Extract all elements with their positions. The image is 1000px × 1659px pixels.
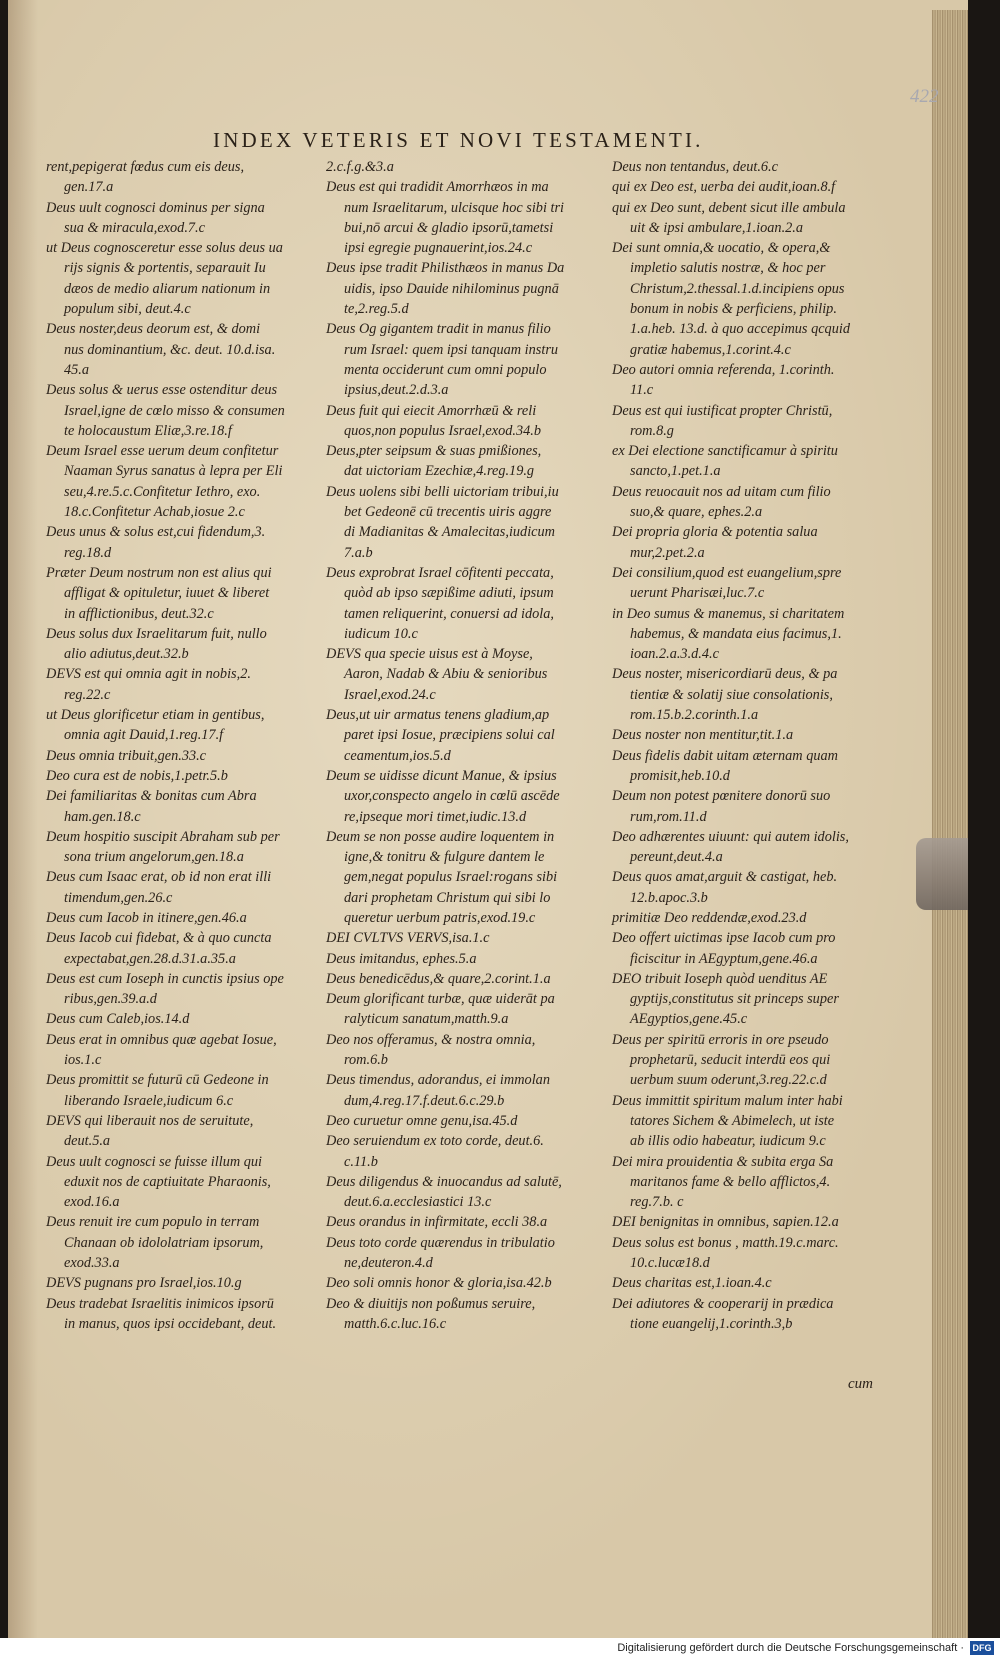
- entry-line: Deus charitas est,1.ioan.4.c: [612, 1275, 772, 1292]
- index-entry: [46, 1111, 314, 1152]
- entry-line: rom.6.b: [344, 1052, 388, 1069]
- entry-line: Deus est qui tradidit Amorrhæos in ma: [326, 179, 549, 196]
- entry-line: ios.1.c: [64, 1052, 102, 1069]
- entry-line: Deus orandus in infirmitate, eccli 38.a: [326, 1214, 548, 1231]
- entry-line: ceamentum,ios.5.d: [344, 747, 451, 764]
- index-entry: [326, 928, 600, 948]
- entry-line: Deus cum Caleb,ios.14.d: [46, 1011, 190, 1028]
- entry-line: Deus renuit ire cum populo in terram: [46, 1214, 260, 1231]
- entry-line: bonum in nobis & perficiens, philip.: [630, 301, 837, 318]
- index-entry: [46, 624, 314, 665]
- entry-line: rum,rom.11.d: [630, 808, 707, 825]
- index-entry: [612, 360, 870, 401]
- entry-line: 2.c.f.g.&3.a: [326, 159, 394, 175]
- index-entry: [326, 1233, 600, 1274]
- entry-line: tione euangelij,1.corinth.3,b: [630, 1315, 793, 1332]
- index-entry: [612, 604, 870, 665]
- entry-line: 7.a.b: [344, 544, 373, 561]
- entry-line: reg.22.c: [64, 686, 111, 703]
- entry-line: 18.c.Confitetur Achab,iosue 2.c: [64, 504, 245, 521]
- footer-credit: Digitalisierung gefördert durch die Deutsche Forschungsgemeinschaft ·: [617, 1642, 964, 1654]
- entry-line: prophetarū, seducit interdū eos qui: [630, 1052, 831, 1069]
- entry-line: reg.18.d: [64, 544, 112, 561]
- index-entry: [326, 1070, 600, 1111]
- entry-line: maritanos fame & bello afflictos,4.: [630, 1173, 831, 1190]
- entry-line: ab illis odio habeatur, iudicum 9.c: [630, 1133, 826, 1150]
- index-entry: [326, 177, 600, 258]
- entry-line: gratiæ habemus,1.corint.4.c: [630, 341, 791, 358]
- index-entry: [326, 644, 600, 705]
- entry-line: Deus toto corde quærendus in tribulatio: [326, 1234, 555, 1251]
- entry-line: seu,4.re.5.c.Confitetur Iethro, exo.: [64, 483, 261, 500]
- index-entry: [612, 1273, 870, 1293]
- entry-line: rom.8.g: [630, 422, 674, 439]
- entry-line: reg.7.b. c: [630, 1194, 684, 1211]
- entry-line: in Deo sumus & manemus, si charitatem: [612, 605, 845, 622]
- entry-line: sua & miracula,exod.7.c: [64, 219, 205, 236]
- index-entry: [46, 238, 314, 319]
- entry-line: Dei propria gloria & potentia salua: [612, 524, 818, 541]
- entry-line: ut Deus cognosceretur esse solus deus ua: [46, 240, 283, 257]
- index-entry: [326, 319, 600, 400]
- entry-line: Deus Iacob cui fidebat, & à quo cuncta: [46, 930, 272, 947]
- footer-bar: [0, 1638, 1000, 1659]
- entry-line: Israel,exod.24.c: [344, 686, 436, 703]
- entry-line: Deus Og gigantem tradit in manus filio: [326, 321, 551, 338]
- index-entry: [46, 664, 314, 705]
- index-entry: [326, 441, 600, 482]
- index-entry: [612, 969, 870, 1030]
- entry-line: DEI benignitas in omnibus, sapien.12.a: [612, 1214, 839, 1231]
- entry-line: timendum,gen.26.c: [64, 889, 173, 906]
- entry-line: nus dominantium, &c. deut. 10.d.isa.: [64, 341, 276, 358]
- entry-line: Deum non potest pœnitere donorū suo: [612, 788, 831, 805]
- entry-line: sona trium angelorum,gen.18.a: [64, 849, 244, 866]
- entry-line: ex Dei electione sanctificamur à spiritu: [612, 443, 838, 460]
- entry-line: Deus solus est bonus , matth.19.c.marc.: [612, 1234, 839, 1251]
- entry-line: 1.a.heb. 13.d. à quo accepimus qcquid: [630, 321, 850, 338]
- entry-line: rent,pepigerat fœdus cum eis deus,: [46, 159, 245, 175]
- running-head: INDEX VETERIS ET NOVI TESTAMENTI.: [213, 128, 704, 152]
- entry-line: bet Gedeonē cū trecentis uiris aggre: [344, 504, 552, 521]
- entry-line: Deus diligendus & inuocandus ad salutē,: [326, 1173, 562, 1190]
- index-entry: [326, 969, 600, 989]
- index-entry: [46, 746, 314, 766]
- index-entry: [612, 1152, 870, 1213]
- index-entry: [326, 705, 600, 766]
- page-edges: [932, 10, 968, 1638]
- index-entry: [612, 1233, 870, 1274]
- entry-line: 45.a: [64, 361, 90, 378]
- entry-line: promisit,heb.10.d: [630, 767, 730, 784]
- entry-line: Deus fidelis dabit uitam æternam quam: [612, 747, 838, 764]
- index-entry: [326, 258, 600, 319]
- entry-line: Deo offert uictimas ipse Iacob cum pro: [612, 930, 836, 947]
- entry-line: Deo & diuitijs non poßumus seruire,: [326, 1295, 536, 1312]
- index-entry: [326, 1294, 600, 1335]
- entry-line: matth.6.c.luc.16.c: [344, 1315, 447, 1332]
- entry-line: 10.c.lucæ18.d: [630, 1255, 710, 1272]
- entry-line: Præter Deum nostrum non est alius qui: [46, 564, 272, 581]
- entry-line: Deus quos amat,arguit & castigat, heb.: [612, 869, 838, 886]
- index-column-2: [326, 157, 600, 1334]
- entry-line: Christum,2.thessal.1.d.incipiens opus: [630, 280, 845, 297]
- entry-line: Deus noster,deus deorum est, & domi: [46, 321, 261, 338]
- entry-line: Deus uolens sibi belli uictoriam tribui,iu: [326, 483, 559, 500]
- entry-line: Deus solus & uerus esse ostenditur deus: [46, 382, 278, 399]
- entry-line: ioan.2.a.3.d.4.c: [630, 646, 719, 663]
- index-entry: [46, 928, 314, 969]
- index-entry: [612, 664, 870, 725]
- entry-line: menta occiderunt cum omni populo: [344, 361, 547, 378]
- index-entry: [46, 827, 314, 868]
- index-entry: [612, 867, 870, 908]
- entry-line: pereunt,deut.4.a: [630, 849, 723, 866]
- entry-line: quòd ab ipso sæpißime adiuti, ipsum: [344, 585, 554, 602]
- entry-line: Deo seruiendum ex toto corde, deut.6.: [326, 1133, 544, 1150]
- index-entry: [46, 908, 314, 928]
- index-entry: [612, 482, 870, 523]
- entry-line: iudicum 10.c: [344, 625, 418, 642]
- entry-line: affligat & opituletur, iuuet & liberet: [64, 585, 270, 602]
- index-entry: [612, 177, 870, 197]
- entry-line: Deus ipse tradit Philisthæos in manus Da: [326, 260, 565, 277]
- entry-line: ficiscitur in AEgyptum,gene.46.a: [630, 950, 818, 967]
- entry-line: Deum se non posse audire loquentem in: [326, 828, 555, 845]
- index-entry: [326, 827, 600, 928]
- dfg-logo: DFG: [970, 1641, 994, 1655]
- entry-line: re,ipseque mori timet,iudic.13.d: [344, 808, 527, 825]
- entry-line: DEO tribuit Ioseph quòd uenditus AE: [612, 970, 828, 987]
- entry-line: ipsius,deut.2.d.3.a: [344, 382, 449, 399]
- index-entry: [612, 827, 870, 868]
- entry-line: ribus,gen.39.a.d: [64, 991, 157, 1008]
- entry-line: DEI CVLTVS VERVS,isa.1.c: [326, 930, 490, 947]
- entry-line: Deus,ut uir armatus tenens gladium,ap: [326, 707, 550, 724]
- entry-line: DEVS qui liberauit nos de seruitute,: [46, 1112, 254, 1129]
- entry-line: Deus est cum Ioseph in cunctis ipsius ope: [46, 970, 284, 987]
- entry-line: deut.5.a: [64, 1133, 111, 1150]
- entry-line: Deus non tentandus, deut.6.c: [612, 159, 778, 175]
- entry-line: qui ex Deo est, uerba dei audit,ioan.8.f: [612, 179, 836, 196]
- entry-line: ut Deus glorificetur etiam in gentibus,: [46, 707, 265, 724]
- index-entry: [46, 380, 314, 441]
- index-entry: [326, 766, 600, 827]
- index-entry: [46, 157, 314, 198]
- index-entry: [46, 867, 314, 908]
- index-entry: [46, 441, 314, 522]
- entry-line: mur,2.pet.2.a: [630, 544, 705, 561]
- entry-line: Deus benedicēdus,& quare,2.corint.1.a: [326, 970, 551, 987]
- entry-line: uerunt Pharisæi,luc.7.c: [630, 585, 765, 602]
- entry-line: Deus unus & solus est,cui fidendum,3.: [46, 524, 266, 541]
- entry-line: sancto,1.pet.1.a: [630, 463, 721, 480]
- entry-line: deut.6.a.ecclesiastici 13.c: [344, 1194, 492, 1211]
- index-entry: [46, 786, 314, 827]
- entry-line: Deus noster, misericordiarū deus, & pa: [612, 666, 838, 683]
- index-entry: [612, 725, 870, 745]
- entry-line: in afflictionibus, deut.32.c: [64, 605, 214, 622]
- index-entry: [46, 319, 314, 380]
- entry-line: Deum hospitio suscipit Abraham sub per: [46, 828, 280, 845]
- index-entry: [612, 157, 870, 177]
- entry-line: Deum glorificant turbæ, quæ uiderāt pa: [326, 991, 555, 1008]
- entry-line: AEgyptios,gene.45.c: [630, 1011, 748, 1028]
- index-entry: [46, 522, 314, 563]
- entry-line: tamen reliquerint, conuersi ad idola,: [344, 605, 554, 622]
- entry-line: gyptijs,constitutus sit princeps super: [630, 991, 839, 1008]
- entry-line: rijs signis & portentis, separauit Iu: [64, 260, 266, 277]
- entry-line: Deus timendus, adorandus, ei immolan: [326, 1072, 550, 1089]
- entry-line: gem,negat populus Israel:rogans sibi: [344, 869, 558, 886]
- index-entry: [46, 1152, 314, 1213]
- entry-line: Dei adiutores & cooperarij in prædica: [612, 1295, 834, 1312]
- entry-line: impletio salutis nostræ, & hoc per: [630, 260, 826, 277]
- entry-line: Deus reuocauit nos ad uitam cum filio: [612, 483, 831, 500]
- index-entry: [612, 1091, 870, 1152]
- index-entry: [326, 1172, 600, 1213]
- entry-line: Deus fuit qui eiecit Amorrhæū & reli: [326, 402, 537, 419]
- entry-line: Dei familiaritas & bonitas cum Abra: [46, 788, 257, 805]
- entry-line: te holocaustum Eliæ,3.re.18.f: [64, 422, 232, 439]
- entry-line: DEVS qua specie uisus est à Moyse,: [326, 646, 533, 663]
- entry-line: Deo adhærentes uiuunt: qui autem idolis,: [612, 828, 849, 845]
- entry-line: DEVS est qui omnia agit in nobis,2.: [46, 666, 251, 683]
- index-column-1: [46, 157, 314, 1334]
- entry-line: Deus immittit spiritum malum inter habi: [612, 1092, 843, 1109]
- index-entry: [612, 563, 870, 604]
- entry-line: ipsi egregie pugnauerint,ios.24.c: [344, 240, 533, 257]
- entry-line: 11.c: [630, 382, 654, 399]
- index-entry: [46, 563, 314, 624]
- entry-line: uerbum suum oderunt,3.reg.22.c.d: [630, 1072, 827, 1089]
- index-entry: [326, 1030, 600, 1071]
- entry-line: Deus imitandus, ephes.5.a: [326, 950, 477, 967]
- entry-line: ne,deuteron.4.d: [344, 1255, 433, 1272]
- entry-line: expectabat,gen.28.d.31.a.35.a: [64, 950, 236, 967]
- index-entry: [326, 949, 600, 969]
- index-entry: [612, 198, 870, 239]
- index-entry: [612, 1212, 870, 1232]
- entry-line: bui,nō arcui & gladio ipsorū,tametsi: [344, 219, 554, 236]
- entry-line: Deus est qui iustificat propter Christū,: [612, 402, 833, 419]
- entry-line: suo,& quare, ephes.2.a: [630, 504, 763, 521]
- entry-line: Chanaan ob idololatriam ipsorum,: [64, 1234, 264, 1251]
- index-entry: [46, 705, 314, 746]
- entry-line: Deum se uidisse dicunt Manue, & ipsius: [326, 767, 557, 784]
- entry-line: dari prophetam Christum qui sibi lo: [344, 889, 551, 906]
- entry-line: Deo cura est de nobis,1.petr.5.b: [46, 767, 228, 784]
- entry-line: dæos de medio aliarum nationum in: [64, 280, 271, 297]
- catchword: cum: [848, 1376, 873, 1392]
- entry-line: ham.gen.18.c: [64, 808, 141, 825]
- entry-line: uidis, ipso Dauide nihilominus pugnā: [344, 280, 559, 297]
- entry-line: Naaman Syrus sanatus à lepra per Eli: [64, 463, 283, 480]
- index-entry: [46, 198, 314, 239]
- entry-line: Deus promittit se futurū cū Gedeone in: [46, 1072, 269, 1089]
- entry-line: queretur uerbum patris,exod.19.c: [344, 909, 536, 926]
- entry-line: habemus, & mandata eius facimus,1.: [630, 625, 842, 642]
- entry-line: in manus, quos ipsi occidebant, deut.: [64, 1315, 277, 1332]
- entry-line: Deo nos offeramus, & nostra omnia,: [326, 1031, 536, 1048]
- entry-line: di Madianitas & Amalecitas,iudicum: [344, 524, 555, 541]
- book-page: [8, 0, 968, 1638]
- entry-line: populum sibi, deut.4.c: [64, 301, 191, 318]
- entry-line: paret ipsi Iosue, præcipiens solui cal: [344, 727, 555, 744]
- entry-line: uxor,conspecto angelo in cœlū ascēde: [344, 788, 560, 805]
- index-entry: [326, 1273, 600, 1293]
- entry-line: tientiæ & solatij siue consolationis,: [630, 686, 833, 703]
- entry-line: Deus cum Isaac erat, ob id non erat illi: [46, 869, 272, 886]
- entry-line: uit & ipsi ambulare,1.ioan.2.a: [630, 219, 804, 236]
- index-entry: [326, 401, 600, 442]
- index-entry: [46, 1030, 314, 1071]
- entry-line: Deus uult cognosci se fuisse illum qui: [46, 1153, 263, 1170]
- entry-line: te,2.reg.5.d: [344, 301, 409, 318]
- entry-line: exod.33.a: [64, 1255, 120, 1272]
- entry-line: Deus erat in omnibus quæ agebat Iosue,: [46, 1031, 277, 1048]
- entry-line: Deus noster non mentitur,tit.1.a: [612, 727, 794, 744]
- entry-line: DEVS pugnans pro Israel,ios.10.g: [46, 1275, 242, 1292]
- entry-line: Dei mira prouidentia & subita erga Sa: [612, 1153, 834, 1170]
- entry-line: 12.b.apoc.3.b: [630, 889, 708, 906]
- entry-line: omnia agit Dauid,1.reg.17.f: [64, 727, 224, 744]
- entry-line: liberando Israele,iudicum 6.c: [64, 1092, 234, 1109]
- index-entry: [46, 1294, 314, 1335]
- entry-line: Deus per spiritū erroris in ore pseudo: [612, 1031, 829, 1048]
- index-entry: [326, 1131, 600, 1172]
- index-entry: [326, 482, 600, 563]
- entry-line: alio adiutus,deut.32.b: [64, 646, 189, 663]
- index-entry: [612, 908, 870, 928]
- entry-line: Israel,igne de cœlo misso & consumen: [64, 402, 285, 419]
- entry-line: c.11.b: [344, 1153, 378, 1170]
- entry-line: Deus tradebat Israelitis inimicos ipsorū: [46, 1295, 274, 1312]
- index-entry: [326, 1111, 600, 1131]
- entry-line: Dei consilium,quod est euangelium,spre: [612, 564, 842, 581]
- entry-line: Deo curuetur omne genu,isa.45.d: [326, 1112, 518, 1129]
- entry-line: Deus uult cognosci dominus per signa: [46, 199, 265, 216]
- index-entry: [326, 1212, 600, 1232]
- index-entry: [46, 1212, 314, 1273]
- index-column-3: [612, 157, 870, 1334]
- index-entry: [612, 1030, 870, 1091]
- entry-line: Deum Israel esse uerum deum confitetur: [46, 443, 279, 460]
- entry-line: primitiæ Deo reddendæ,exod.23.d: [612, 909, 807, 926]
- entry-line: quos,non populus Israel,exod.34.b: [344, 422, 541, 439]
- index-entry: [46, 969, 314, 1010]
- entry-line: Deus solus dux Israelitarum fuit, nullo: [46, 625, 267, 642]
- entry-line: exod.16.a: [64, 1194, 120, 1211]
- entry-line: Deo autori omnia referenda, 1.corinth.: [612, 361, 835, 378]
- entry-line: Deus,pter seipsum & suas pmißiones,: [326, 443, 542, 460]
- entry-line: qui ex Deo sunt, debent sicut ille ambula: [612, 199, 846, 216]
- entry-line: rom.15.b.2.corinth.1.a: [630, 707, 759, 724]
- index-entry: [612, 441, 870, 482]
- index-entry: [46, 1273, 314, 1293]
- index-entry: [326, 563, 600, 644]
- entry-line: gen.17.a: [64, 179, 114, 196]
- entry-line: ralyticum sanatum,matth.9.a: [344, 1011, 509, 1028]
- entry-line: rum Israel: quem ipsi tanquam instru: [344, 341, 559, 358]
- entry-line: igne,& tonitru & fulgure dantem le: [344, 849, 545, 866]
- entry-line: tatores Sichem & Abimelech, ut iste: [630, 1112, 835, 1129]
- page-clip: [916, 838, 968, 910]
- entry-line: eduxit nos de captiuitate Pharaonis,: [64, 1173, 271, 1190]
- entry-line: Deo soli omnis honor & gloria,isa.42.b: [326, 1275, 552, 1292]
- index-entry: [612, 238, 870, 360]
- entry-line: Deus cum Iacob in itinere,gen.46.a: [46, 909, 247, 926]
- index-entry: [612, 746, 870, 787]
- index-entry: [612, 928, 870, 969]
- index-entry: [46, 766, 314, 786]
- entry-line: Aaron, Nadab & Abiu & senioribus: [344, 666, 548, 683]
- index-entry: [612, 1294, 870, 1335]
- index-entry: [612, 401, 870, 442]
- index-entry: [612, 786, 870, 827]
- entry-line: Deus omnia tribuit,gen.33.c: [46, 747, 207, 764]
- index-entry: [46, 1009, 314, 1029]
- entry-line: num Israelitarum, ulcisque hoc sibi tri: [344, 199, 565, 216]
- entry-line: Deus exprobrat Israel cōfitenti peccata,: [326, 564, 554, 581]
- index-entry: [612, 522, 870, 563]
- entry-line: dat uictoriam Ezechiæ,4.reg.19.g: [344, 463, 535, 480]
- index-entry: [46, 1070, 314, 1111]
- index-entry: [326, 157, 600, 177]
- entry-line: dum,4.reg.17.f.deut.6.c.29.b: [344, 1092, 505, 1109]
- entry-line: Dei sunt omnia,& uocatio, & opera,&: [612, 240, 831, 257]
- folio-number: 422: [910, 86, 939, 107]
- index-entry: [326, 989, 600, 1030]
